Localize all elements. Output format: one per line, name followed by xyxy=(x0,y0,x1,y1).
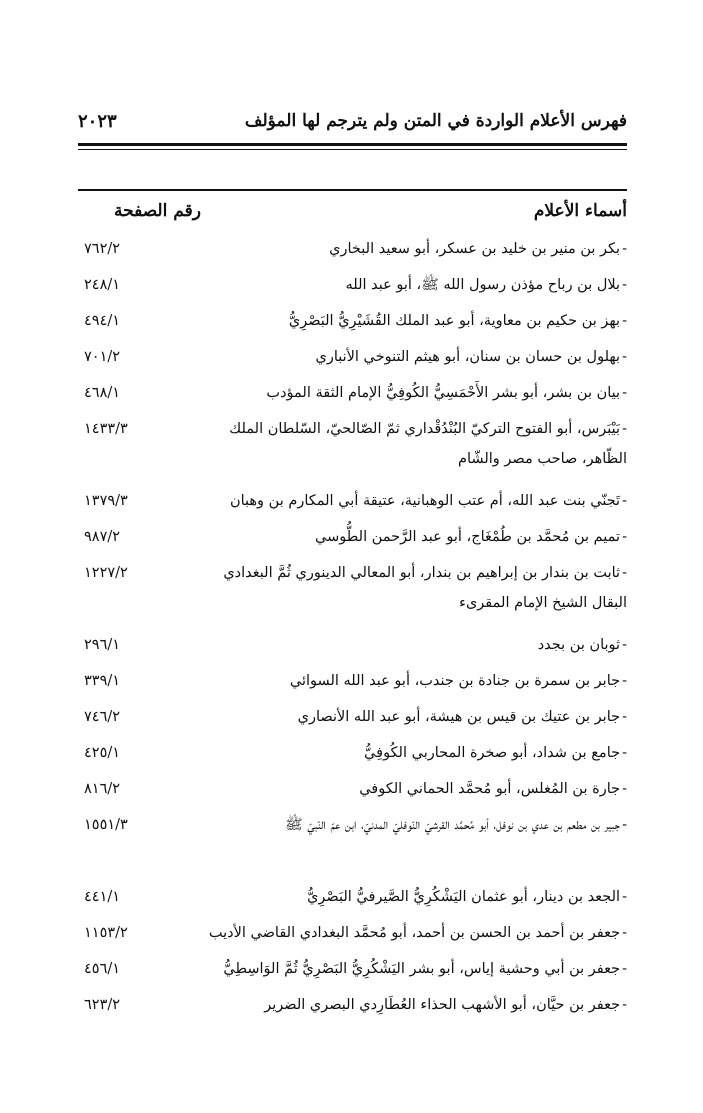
index-entry: -بيان بن بشر، أبو بشر الأَحْمَسِيُّ الكُوفِيُّ الإمام الثقة المؤدب ٤٦٨/١ xyxy=(78,378,627,414)
index-entry: -جامع بن شداد، أبو صخرة المحاربي الكُوفِيُّ ٤٢٥/١ xyxy=(78,738,627,774)
index-entry: -جعفر بن حيَّان، أبو الأشهب الحذاء العُطَارِدي البصري الضرير ٦٢٣/٢ xyxy=(78,990,627,1026)
entry-page-ref: ٢٤٨/١ xyxy=(84,277,121,293)
entry-name: جعفر بن أحمد بن الحسن بن أحمد، أبو مُحمَّد البغدادي القاضي الأديب xyxy=(208,925,621,941)
index-entry: -جعفر بن أبي وحشية إياس، أبو بشر اليَشْكُرِيُّ البَصْرِيُّ ثُمَّ الوَاسِطِيُّ ٤٥٦/١ xyxy=(78,954,627,990)
entry-name: بكر بن منير بن خليد بن عسكر، أبو سعيد البخاري xyxy=(329,241,621,257)
names-column-header: أسماء الأعلام xyxy=(533,201,627,221)
entry-page-ref: ٤٥٦/١ xyxy=(84,961,121,977)
page-column-header: رقم الصفحة xyxy=(114,201,201,221)
entry-name: جامع بن شداد، أبو صخرة المحاربي الكُوفِيُّ xyxy=(364,745,621,761)
entry-name: بيان بن بشر، أبو بشر الأَحْمَسِيُّ الكُوفِيُّ الإمام الثقة المؤدب xyxy=(266,385,621,401)
index-entry: -ثوبان بن بجدد ٢٩٦/١ xyxy=(78,630,627,666)
entry-page-ref: ١٢٢٧/٢ xyxy=(84,565,128,581)
entry-name: بهز بن حكيم بن معاوية، أبو عبد الملك القُشَيْرِيُّ البَصْرِيُّ xyxy=(288,313,621,329)
entry-page-ref: ٤٩٤/١ xyxy=(84,313,121,329)
entry-name: جبير بن مطعم بن عدي بن نوفل، أبو مُحمَّد القرشيّ النّوفليّ المدنيّ، ابن عمّ النّبيّ ﷺ xyxy=(285,817,621,833)
entry-page-ref: ١٤٣٣/٣ xyxy=(84,421,128,437)
index-entry: -تميم بن مُحمَّد بن طُمْغَاج، أبو عبد الرَّحمن الطُّوسي ٩٨٧/٢ xyxy=(78,522,627,558)
index-entries xyxy=(78,234,627,1026)
index-entry: -الجعد بن دينار، أبو عثمان اليَشْكُرِيُّ الصَّيرفيُّ البَصْرِيُّ ٤٤١/١ xyxy=(78,882,627,918)
index-entry: -بَيْبَرس، أبو الفتوح التركيّ البُنْدُقْداري ثمّ الصّالحيّ، السّلطان الملك الظّاهر، صاحب مصر والشّام ١٤٣٣/٣ xyxy=(78,414,627,486)
entry-name: الجعد بن دينار، أبو عثمان اليَشْكُرِيُّ الصَّيرفيُّ البَصْرِيُّ xyxy=(307,889,621,905)
running-title: فهرس الأعلام الواردة في المتن ولم يترجم لها المؤلف xyxy=(244,111,627,131)
index-entry: -بكر بن منير بن خليد بن عسكر، أبو سعيد البخاري ٧٦٢/٢ xyxy=(78,234,627,270)
entry-page-ref: ٧٦٢/٢ xyxy=(84,241,121,257)
entry-name: جارة بن المُغلس، أبو مُحمَّد الحماني الكوفي xyxy=(359,781,621,797)
entry-page-ref: ١٥٥١/٣ xyxy=(84,817,128,833)
index-entry: -جارة بن المُغلس، أبو مُحمَّد الحماني الكوفي ٨١٦/٢ xyxy=(78,774,627,810)
entry-page-ref: ٦٢٣/٢ xyxy=(84,997,121,1013)
index-entry: -جابر بن عتيك بن قيس بن هيشة، أبو عبد الله الأنصاري ٧٤٦/٢ xyxy=(78,702,627,738)
entry-page-ref: ٤٤١/١ xyxy=(84,889,121,905)
index-entry: -بلال بن رباح مؤذن رسول الله ﷺ، أبو عبد الله ٢٤٨/١ xyxy=(78,270,627,306)
header-rule-thick xyxy=(78,143,627,146)
entry-name: ثابت بن بندار بن إبراهيم بن بندار، أبو المعالي الدينوري ثُمَّ البغدادي البقال الشيخ الإمام المقرىء xyxy=(223,565,627,611)
index-entry: -جبير بن مطعم بن عدي بن نوفل، أبو مُحمَّد القرشيّ النّوفليّ المدنيّ، ابن عمّ النّبيّ ﷺ ١٥٥١/٣ xyxy=(78,810,627,882)
entry-page-ref: ١١٥٣/٢ xyxy=(84,925,128,941)
entry-page-ref: ٨١٦/٢ xyxy=(84,781,121,797)
entry-page-ref: ٣٣٩/١ xyxy=(84,673,121,689)
entry-name: جابر بن سمرة بن جنادة بن جندب، أبو عبد الله السوائي xyxy=(289,673,621,689)
column-headers xyxy=(78,196,627,226)
index-entry: -بهز بن حكيم بن معاوية، أبو عبد الملك القُشَيْرِيُّ البَصْرِيُّ ٤٩٤/١ xyxy=(78,306,627,342)
entry-page-ref: ٩٨٧/٢ xyxy=(84,529,121,545)
entry-name: جابر بن عتيك بن قيس بن هيشة، أبو عبد الله الأنصاري xyxy=(297,709,621,725)
entry-page-ref: ٤٦٨/١ xyxy=(84,385,121,401)
index-entry: -جعفر بن أحمد بن الحسن بن أحمد، أبو مُحمَّد البغدادي القاضي الأديب ١١٥٣/٢ xyxy=(78,918,627,954)
entry-name: ثوبان بن بجدد xyxy=(537,637,621,653)
index-entry: -تَجنّي بنت عبد الله، أم عتب الوهبانية، عتيقة أبي المكارم بن وهبان ١٣٧٩/٣ xyxy=(78,486,627,522)
entry-name: جعفر بن أبي وحشية إياس، أبو بشر اليَشْكُرِيُّ البَصْرِيُّ ثُمَّ الوَاسِطِيُّ xyxy=(223,961,621,977)
index-entry: -جابر بن سمرة بن جنادة بن جندب، أبو عبد الله السوائي ٣٣٩/١ xyxy=(78,666,627,702)
table-top-rule xyxy=(78,189,627,191)
index-entry: -ثابت بن بندار بن إبراهيم بن بندار، أبو المعالي الدينوري ثُمَّ البغدادي البقال الشيخ الإمام المقرىء ١٢٢٧/٢ xyxy=(78,558,627,630)
entry-name: بَيْبَرس، أبو الفتوح التركيّ البُنْدُقْداري ثمّ الصّالحيّ، السّلطان الملك الظّاهر، صاحب مصر والشّام xyxy=(229,421,627,467)
page-number: ٢٠٢٣ xyxy=(78,110,117,132)
entry-name: جعفر بن حيَّان، أبو الأشهب الحذاء العُطَارِدي البصري الضرير xyxy=(264,997,621,1013)
entry-name: بهلول بن حسان بن سنان، أبو هيثم التنوخي الأنباري xyxy=(315,349,621,365)
entry-name: تميم بن مُحمَّد بن طُمْغَاج، أبو عبد الرَّحمن الطُّوسي xyxy=(315,529,621,545)
entry-page-ref: ٧٠١/٢ xyxy=(84,349,121,365)
entry-page-ref: ٧٤٦/٢ xyxy=(84,709,121,725)
entry-name: تَجنّي بنت عبد الله، أم عتب الوهبانية، عتيقة أبي المكارم بن وهبان xyxy=(229,493,621,509)
entry-page-ref: ٢٩٦/١ xyxy=(84,637,121,653)
entry-page-ref: ١٣٧٩/٣ xyxy=(84,493,128,509)
header-rule-thin xyxy=(78,149,627,150)
entry-name: بلال بن رباح مؤذن رسول الله ﷺ، أبو عبد الله xyxy=(345,277,621,293)
index-entry: -بهلول بن حسان بن سنان، أبو هيثم التنوخي الأنباري ٧٠١/٢ xyxy=(78,342,627,378)
page-header xyxy=(78,104,627,138)
entry-page-ref: ٤٢٥/١ xyxy=(84,745,121,761)
